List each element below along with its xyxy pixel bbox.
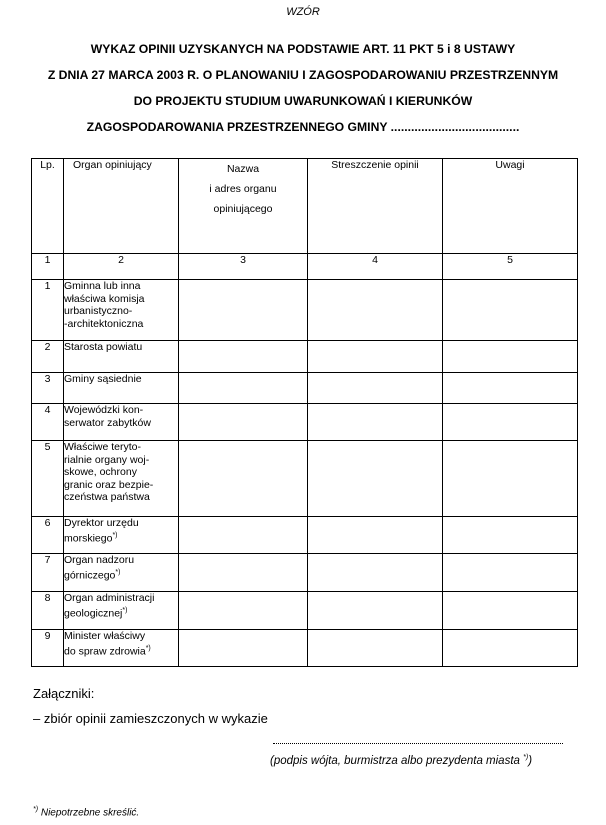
header-nazwa-line-2: i adres organu — [209, 183, 277, 195]
organ-line: Dyrektor urzędu — [64, 517, 139, 529]
row-nazwa-cell[interactable] — [179, 280, 308, 341]
footnote-mark: *) — [523, 754, 529, 761]
footnote — [33, 806, 139, 818]
row-nazwa-cell[interactable] — [179, 592, 308, 630]
row-organ — [64, 554, 179, 592]
row-lp: 5 — [32, 441, 64, 517]
row-lp: 1 — [32, 280, 64, 341]
header-streszczenie: Streszczenie opinii — [308, 159, 443, 254]
column-number-row — [32, 254, 578, 280]
row-lp: 8 — [32, 592, 64, 630]
column-number: 5 — [443, 254, 578, 280]
organ-line-text: geologicznej — [64, 607, 123, 619]
row-uwagi-cell[interactable] — [443, 373, 578, 404]
table-row — [32, 280, 578, 341]
opinions-table — [31, 158, 578, 667]
row-organ — [64, 373, 179, 404]
row-uwagi-cell[interactable] — [443, 404, 578, 441]
footnote-mark: *) — [33, 806, 39, 813]
row-organ — [64, 517, 179, 554]
row-nazwa-cell[interactable] — [179, 517, 308, 554]
footnote-mark: *) — [115, 568, 121, 576]
signature-caption — [270, 754, 532, 767]
table-row — [32, 341, 578, 373]
row-streszczenie-cell[interactable] — [308, 280, 443, 341]
row-nazwa-cell[interactable] — [179, 404, 308, 441]
table-header-row — [32, 159, 578, 254]
organ-line: -architektoniczna — [64, 317, 144, 330]
row-lp: 9 — [32, 630, 64, 667]
header-uwagi: Uwagi — [443, 159, 578, 254]
footnote-mark: *) — [122, 606, 128, 614]
row-uwagi-cell[interactable] — [443, 280, 578, 341]
document-title-line-4: ZAGOSPODAROWANIA PRZESTRZENNEGO GMINY ...................................... — [86, 120, 520, 134]
row-uwagi-cell[interactable] — [443, 441, 578, 517]
organ-line-text: morskiego — [64, 532, 113, 544]
row-organ — [64, 280, 179, 341]
organ-line: Organ administracji — [64, 592, 155, 604]
row-streszczenie-cell[interactable] — [308, 341, 443, 373]
row-streszczenie-cell[interactable] — [308, 630, 443, 667]
row-nazwa-cell[interactable] — [179, 373, 308, 404]
row-organ — [64, 441, 179, 517]
organ-line — [64, 567, 178, 582]
column-number: 1 — [32, 254, 64, 280]
signature-caption-close: ) — [528, 754, 533, 767]
row-lp: 3 — [32, 373, 64, 404]
footnote-text: Niepotrzebne skreślić. — [38, 807, 140, 819]
table-row — [32, 373, 578, 404]
form-template-label: WZÓR — [286, 6, 320, 18]
row-uwagi-cell[interactable] — [443, 341, 578, 373]
header-lp: Lp. — [32, 159, 64, 254]
organ-line — [64, 530, 178, 545]
organ-line: Gminy sąsiednie — [64, 373, 142, 385]
row-organ — [64, 404, 179, 441]
table-row — [32, 404, 578, 441]
row-uwagi-cell[interactable] — [443, 592, 578, 630]
organ-line: Minister właściwy — [64, 630, 146, 642]
document-title-line-1: WYKAZ OPINII UZYSKANYCH NA PODSTAWIE ART. 11 PKT 5 i 8 USTAWY — [90, 42, 516, 56]
organ-line: rialnie organy woj- — [64, 453, 150, 466]
footnote-mark: *) — [112, 531, 118, 539]
header-nazwa-line-1: Nazwa — [226, 163, 260, 175]
row-lp: 7 — [32, 554, 64, 592]
organ-line: urbanistyczno- — [64, 305, 133, 317]
row-streszczenie-cell[interactable] — [308, 404, 443, 441]
row-organ — [64, 592, 179, 630]
row-nazwa-cell[interactable] — [179, 341, 308, 373]
header-organ: Organ opiniujący — [64, 159, 179, 254]
organ-line: serwator zabytków — [64, 416, 151, 429]
column-number: 2 — [64, 254, 179, 280]
document-title-line-2: Z DNIA 27 MARCA 2003 R. O PLANOWANIU I ZAGOSPODAROWANIU PRZESTRZENNYM — [47, 68, 559, 82]
row-lp: 4 — [32, 404, 64, 441]
row-organ — [64, 630, 179, 667]
row-streszczenie-cell[interactable] — [308, 373, 443, 404]
header-nazwa — [179, 159, 308, 254]
attachments-item: – zbiór opinii zamieszczonych w wykazie — [33, 711, 268, 726]
row-organ — [64, 341, 179, 373]
footnote-mark: *) — [145, 644, 151, 652]
row-uwagi-cell[interactable] — [443, 517, 578, 554]
table-row — [32, 441, 578, 517]
row-nazwa-cell[interactable] — [179, 554, 308, 592]
organ-line — [64, 605, 178, 620]
table-row — [32, 630, 578, 667]
organ-line-text: do spraw zdrowia — [64, 645, 146, 657]
row-uwagi-cell[interactable] — [443, 630, 578, 667]
signature-line[interactable] — [273, 736, 563, 744]
document-title-line-3: DO PROJEKTU STUDIUM UWARUNKOWAŃ I KIERUNKÓW — [133, 94, 473, 108]
organ-line: właściwa komisja — [64, 292, 145, 305]
table-row — [32, 554, 578, 592]
signature-caption-text: (podpis wójta, burmistrza albo prezydenta miasta — [270, 754, 524, 767]
organ-line: czeństwa państwa — [64, 491, 150, 503]
organ-line — [64, 643, 178, 658]
header-nazwa-line-3: opiniującego — [213, 203, 273, 215]
row-streszczenie-cell[interactable] — [308, 441, 443, 517]
organ-line: Organ nadzoru — [64, 554, 135, 566]
organ-line: Właściwe teryto- — [64, 441, 142, 453]
organ-line-text: górniczego — [64, 569, 116, 581]
row-streszczenie-cell[interactable] — [308, 554, 443, 592]
row-streszczenie-cell[interactable] — [308, 592, 443, 630]
attachments-title: Załączniki: — [33, 686, 95, 701]
organ-line: Starosta powiatu — [64, 341, 143, 353]
organ-line: Gminna lub inna — [64, 280, 141, 292]
column-number: 3 — [179, 254, 308, 280]
organ-line: granic oraz bezpie- — [64, 478, 154, 491]
row-uwagi-cell[interactable] — [443, 554, 578, 592]
row-lp: 6 — [32, 517, 64, 554]
organ-line: skowe, ochrony — [64, 466, 137, 478]
column-number: 4 — [308, 254, 443, 280]
organ-line: Wojewódzki kon- — [64, 404, 144, 416]
table-row — [32, 592, 578, 630]
row-nazwa-cell[interactable] — [179, 441, 308, 517]
row-streszczenie-cell[interactable] — [308, 517, 443, 554]
row-nazwa-cell[interactable] — [179, 630, 308, 667]
table-row — [32, 517, 578, 554]
row-lp: 2 — [32, 341, 64, 373]
